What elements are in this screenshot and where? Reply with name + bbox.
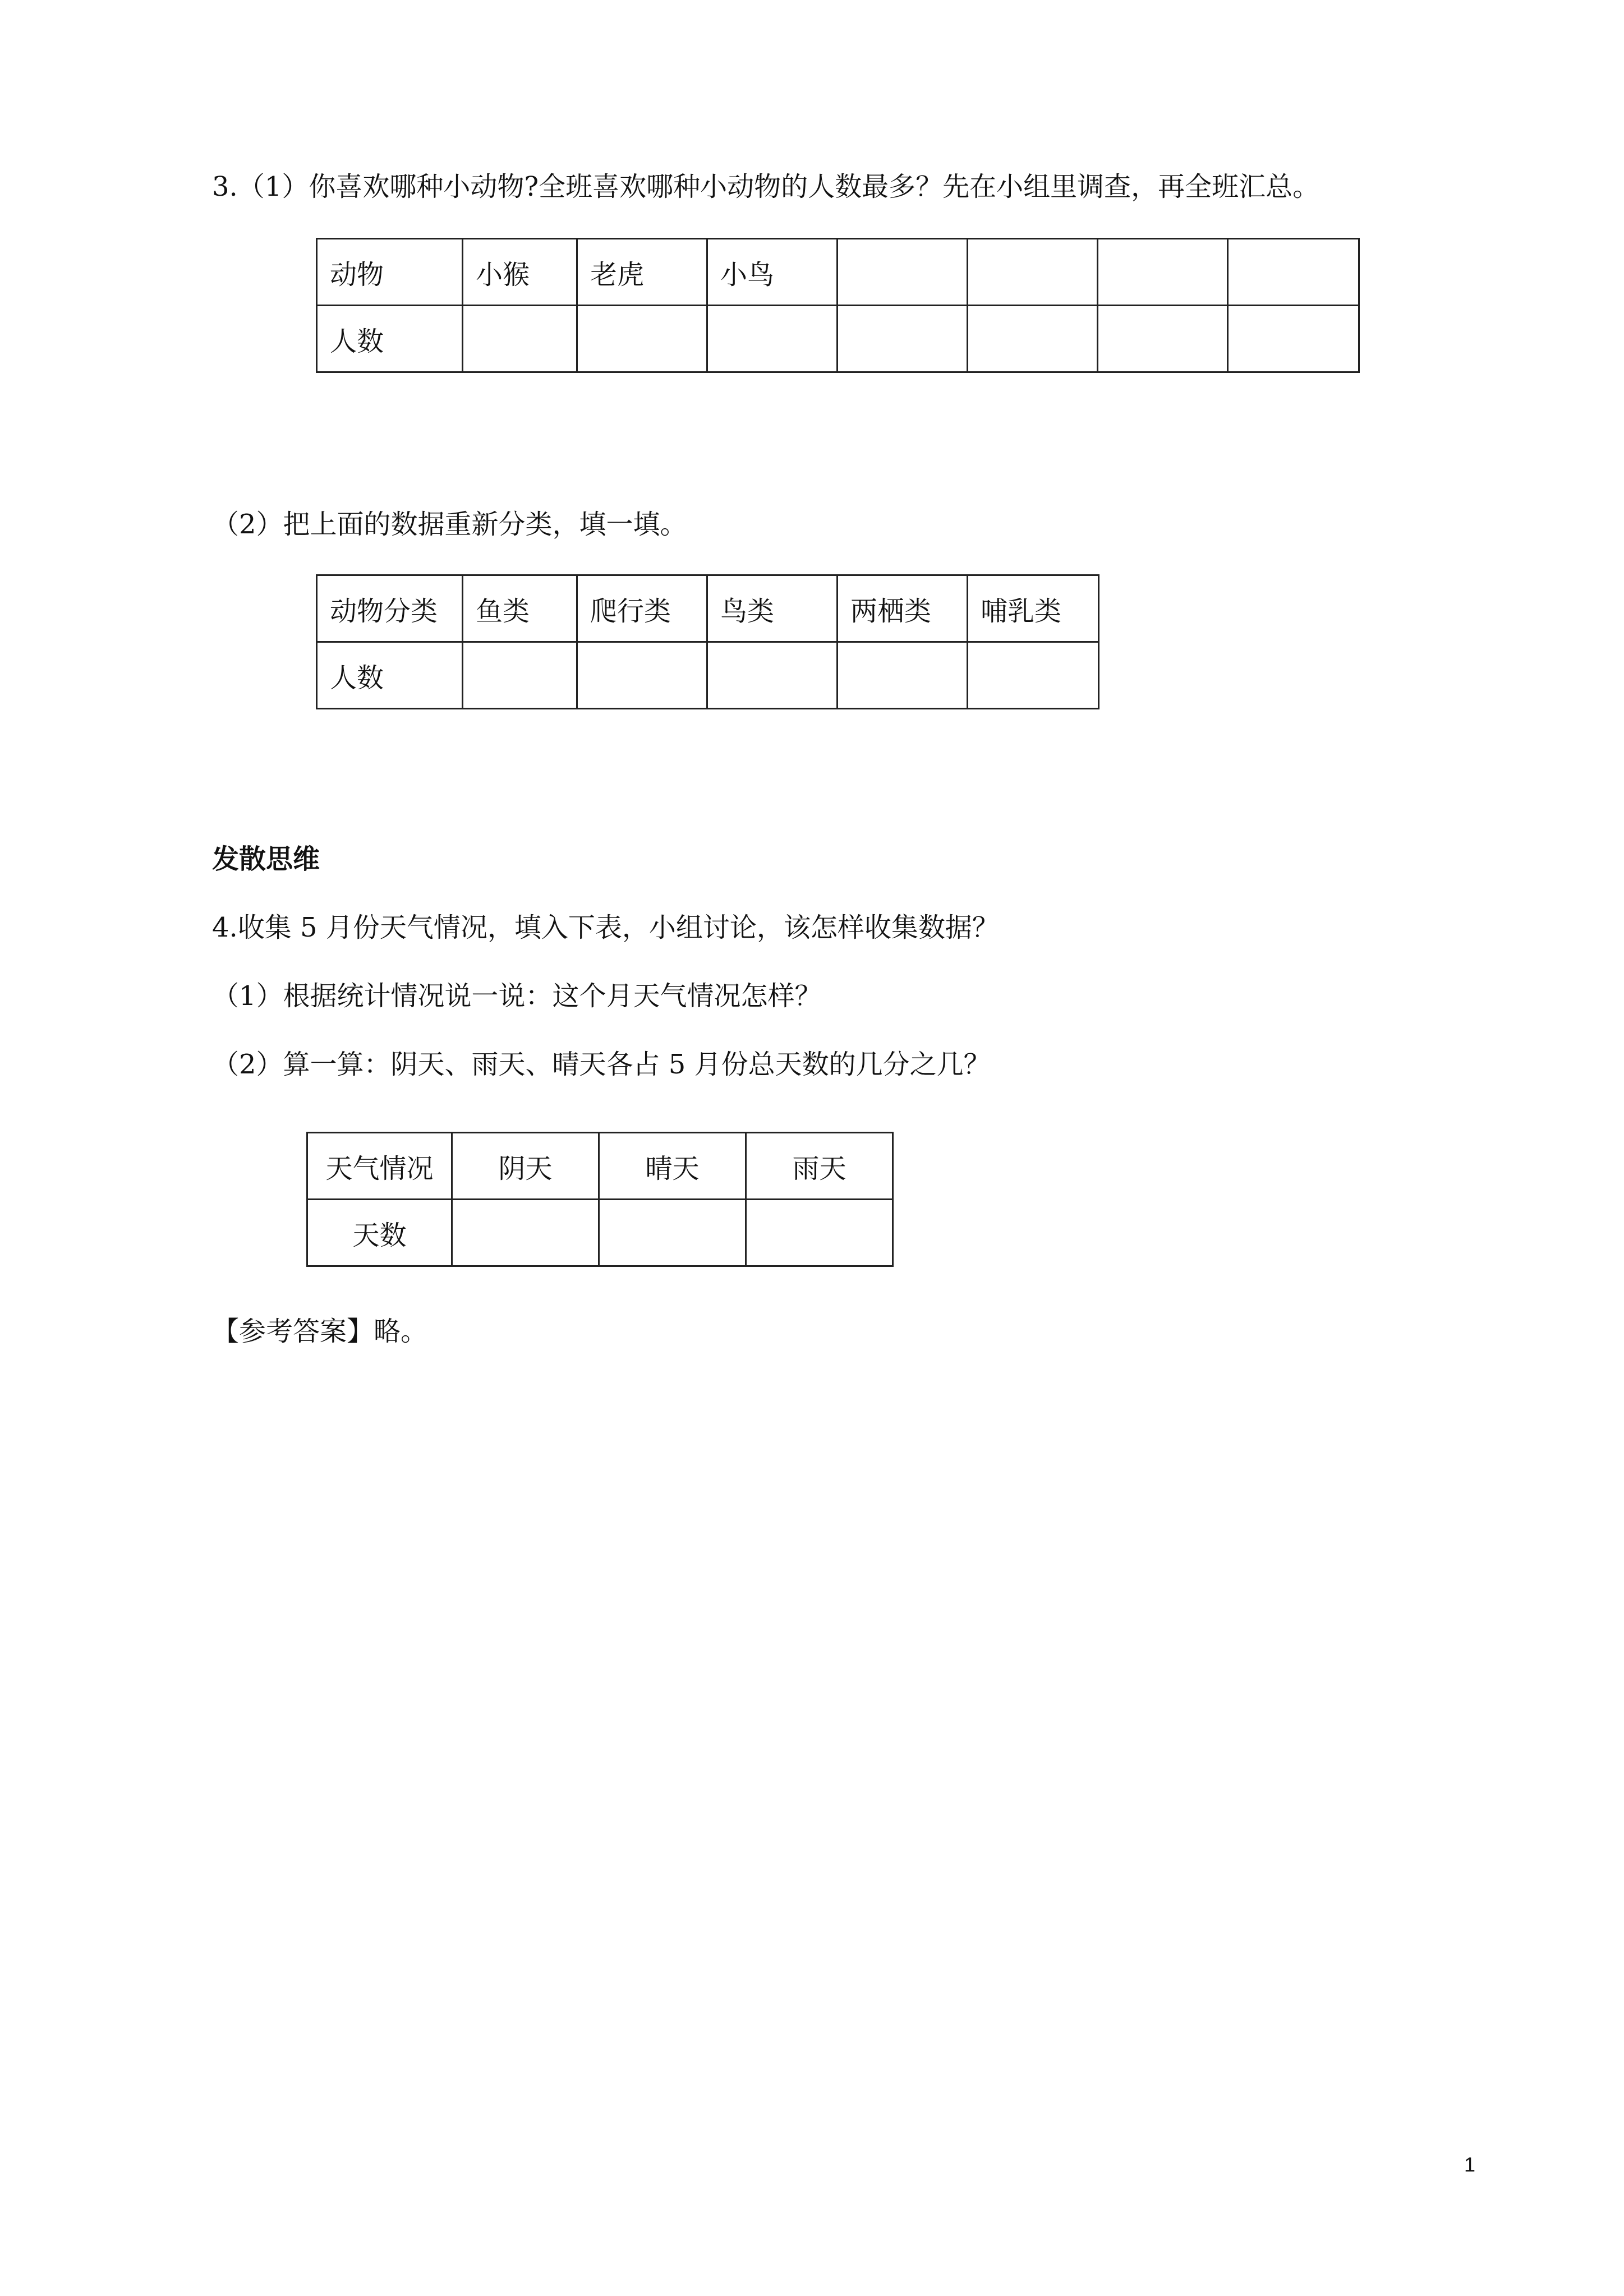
- table-cell: [968, 642, 1099, 709]
- table-cell: [1098, 306, 1228, 372]
- table-cell: [463, 306, 577, 372]
- table-cell: 天数: [307, 1200, 452, 1266]
- page-number: 1: [1464, 2153, 1476, 2176]
- weather-table: [306, 1132, 894, 1267]
- table-row: [317, 575, 1099, 642]
- table-cell: [577, 642, 707, 709]
- question-4-part-2: （2）算一算：阴天、雨天、晴天各占 5 月份总天数的几分之几？: [212, 1049, 991, 1080]
- table-cell: 鱼类: [463, 575, 577, 642]
- table-cell: [707, 642, 838, 709]
- question-3-prompt: 3.（1）你喜欢哪种小动物?全班喜欢哪种小动物的人数最多？先在小组里调查，再全班汇总。: [212, 171, 1320, 202]
- table-cell: [968, 306, 1098, 372]
- table-cell: 雨天: [746, 1133, 893, 1200]
- table-cell: [463, 642, 577, 709]
- table-row: [317, 239, 1359, 306]
- table-cell: [838, 642, 968, 709]
- question-3-part-2: （2）把上面的数据重新分类，填一填。: [212, 509, 687, 540]
- table-row: [307, 1133, 893, 1200]
- table-cell: 阴天: [452, 1133, 599, 1200]
- table-cell: 动物分类: [317, 575, 463, 642]
- table-cell: 小鸟: [707, 239, 838, 306]
- table-cell: 老虎: [577, 239, 707, 306]
- table-cell: [599, 1200, 746, 1266]
- table-cell: 人数: [317, 306, 463, 372]
- table-cell: 小猴: [463, 239, 577, 306]
- table-row: [317, 642, 1099, 709]
- table-cell: [707, 306, 838, 372]
- table-row: [317, 306, 1359, 372]
- table-cell: [1098, 239, 1228, 306]
- animal-survey-table: [316, 238, 1360, 373]
- table-cell: [838, 239, 968, 306]
- table-cell: 动物: [317, 239, 463, 306]
- table-cell: [746, 1200, 893, 1266]
- animal-category-table: [316, 574, 1099, 709]
- table-cell: 鸟类: [707, 575, 838, 642]
- section-title: 发散思维: [212, 843, 320, 875]
- table-cell: 哺乳类: [968, 575, 1099, 642]
- table-cell: 晴天: [599, 1133, 746, 1200]
- table-row: [307, 1200, 893, 1266]
- table-cell: [1228, 306, 1359, 372]
- table-cell: [968, 239, 1098, 306]
- table-cell: [452, 1200, 599, 1266]
- question-4-prompt: 4.收集 5 月份天气情况，填入下表，小组讨论，该怎样收集数据？: [212, 912, 999, 943]
- table-cell: 爬行类: [577, 575, 707, 642]
- table-cell: [577, 306, 707, 372]
- table-cell: 两栖类: [838, 575, 968, 642]
- reference-answer: 【参考答案】略。: [212, 1316, 428, 1347]
- table-cell: [1228, 239, 1359, 306]
- question-4-part-1: （1）根据统计情况说一说：这个月天气情况怎样？: [212, 980, 822, 1012]
- table-cell: [838, 306, 968, 372]
- table-cell: 人数: [317, 642, 463, 709]
- table-cell: 天气情况: [307, 1133, 452, 1200]
